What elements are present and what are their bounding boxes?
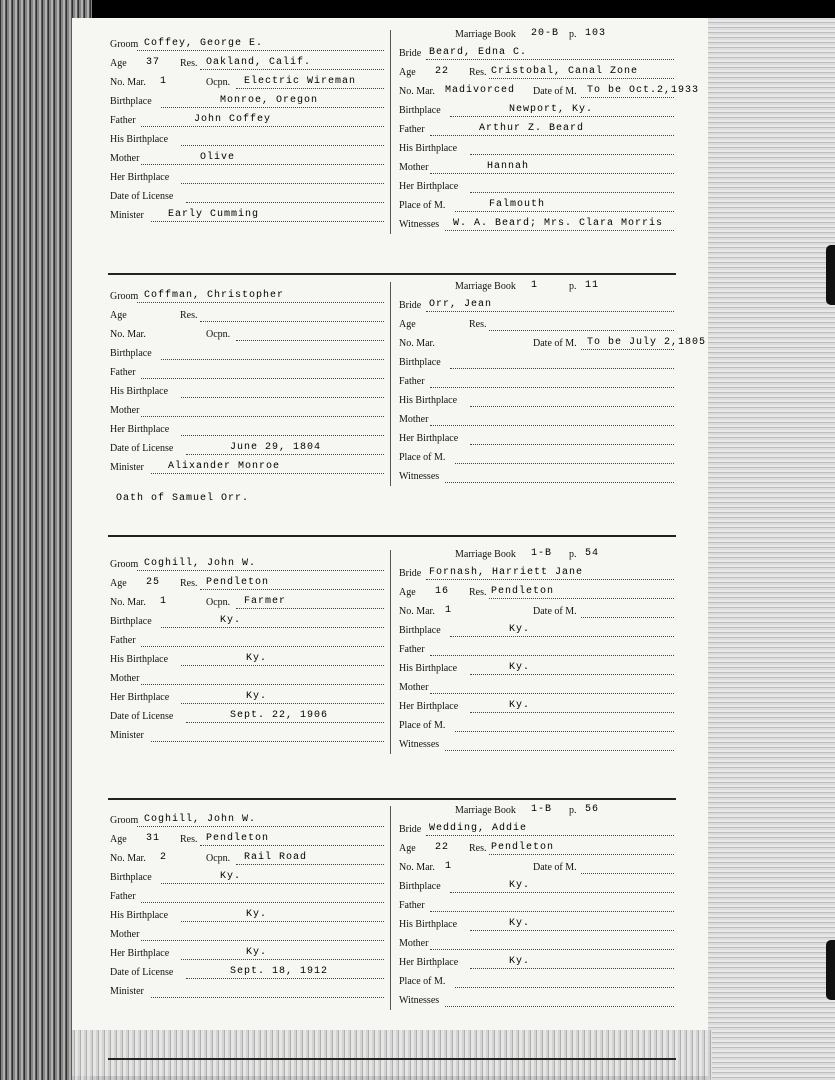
bride-no-mar: 1 — [445, 861, 453, 872]
date-of-marriage: To be July 2,1805 — [587, 337, 707, 348]
age-label: Age — [399, 587, 416, 598]
date-of-license-label: Date of License — [110, 191, 174, 202]
father-label: Father — [399, 124, 425, 135]
marriage-book-label: Marriage Book — [455, 281, 516, 292]
her-birthplace-label: Her Birthplace — [399, 181, 459, 192]
no-mar-label: No. Mar. — [399, 86, 435, 97]
his-birthplace-label: His Birthplace — [110, 386, 169, 397]
mother-label: Mother — [110, 673, 140, 684]
bride-residence: Pendleton — [491, 842, 555, 853]
minister: Alixander Monroe — [168, 461, 281, 472]
ocpn-label: Ocpn. — [206, 77, 231, 88]
dotted-leader — [489, 330, 674, 331]
dotted-leader — [430, 387, 674, 388]
no-mar-label: No. Mar. — [399, 338, 435, 349]
witnesses-label: Witnesses — [399, 219, 440, 230]
dotted-leader — [186, 454, 385, 455]
dotted-leader — [581, 349, 674, 350]
no-mar-label: No. Mar. — [110, 77, 146, 88]
dotted-leader — [470, 674, 674, 675]
mother-label: Mother — [399, 682, 429, 693]
bride-father: Arthur Z. Beard — [479, 123, 585, 134]
groom-name: Coffey, George E. — [144, 38, 264, 49]
dotted-leader — [489, 854, 674, 855]
dotted-leader — [151, 221, 384, 222]
dotted-leader — [430, 655, 674, 656]
dotted-leader — [426, 59, 675, 60]
groom-age: 37 — [146, 57, 161, 68]
dotted-leader — [141, 378, 384, 379]
dotted-leader — [186, 722, 385, 723]
scan-edge-bottom — [72, 1030, 712, 1080]
birthplace-label: Birthplace — [399, 357, 441, 368]
his-birthplace-label: His Birthplace — [399, 919, 458, 930]
his-birthplace-label: His Birthplace — [399, 663, 458, 674]
dotted-leader — [430, 911, 674, 912]
bride-birthplace: Newport, Ky. — [509, 104, 594, 115]
age-label: Age — [110, 834, 127, 845]
dotted-leader — [141, 416, 384, 417]
res-label: Res. — [469, 67, 487, 78]
dotted-leader — [141, 940, 384, 941]
dotted-leader — [200, 845, 384, 846]
bride-birthplace: Ky. — [509, 880, 531, 891]
card-separator — [108, 535, 676, 537]
groom-his-birthplace: Ky. — [246, 653, 268, 664]
dotted-leader — [151, 997, 384, 998]
card-separator — [108, 1058, 676, 1060]
column-divider — [390, 30, 391, 234]
dotted-leader — [181, 703, 384, 704]
column-divider — [390, 550, 391, 754]
dotted-leader — [445, 230, 674, 231]
his-birthplace-label: His Birthplace — [110, 134, 169, 145]
no-mar-label: No. Mar. — [110, 597, 146, 608]
dotted-leader — [430, 135, 674, 136]
groom-birthplace: Ky. — [220, 615, 242, 626]
age-label: Age — [110, 578, 127, 589]
dotted-leader — [181, 921, 384, 922]
minister: Early Cumming — [168, 209, 260, 220]
date-of-m-label: Date of M. — [533, 606, 577, 617]
bride-mother: Hannah — [487, 161, 530, 172]
dotted-leader — [181, 183, 384, 184]
dotted-leader — [581, 617, 674, 618]
dotted-leader — [181, 435, 384, 436]
dotted-leader — [450, 116, 674, 117]
groom-age: 31 — [146, 833, 161, 844]
father-label: Father — [110, 635, 136, 646]
age-label: Age — [110, 310, 127, 321]
age-label: Age — [399, 843, 416, 854]
dotted-leader — [186, 978, 385, 979]
groom-age: 25 — [146, 577, 161, 588]
date-of-license: Sept. 18, 1912 — [230, 966, 329, 977]
page-label: p. — [569, 805, 577, 816]
ocpn-label: Ocpn. — [206, 329, 231, 340]
groom-occupation: Farmer — [244, 596, 287, 607]
bride-name: Fornash, Harriett Jane — [429, 567, 584, 578]
dotted-leader — [426, 311, 675, 312]
dotted-leader — [141, 126, 384, 127]
dotted-leader — [426, 835, 675, 836]
bride-no-mar: 1 — [445, 605, 453, 616]
groom-name: Coghill, John W. — [144, 814, 257, 825]
bride-name: Beard, Edna C. — [429, 47, 528, 58]
dotted-leader — [236, 88, 384, 89]
dotted-leader — [161, 627, 384, 628]
groom-occupation: Rail Road — [244, 852, 308, 863]
dotted-leader — [450, 636, 674, 637]
dotted-leader — [141, 164, 384, 165]
her-birthplace-label: Her Birthplace — [110, 948, 170, 959]
groom-birthplace: Monroe, Oregon — [220, 95, 319, 106]
groom-occupation: Electric Wireman — [244, 76, 357, 87]
scan-edge-right — [708, 18, 835, 1080]
ocpn-label: Ocpn. — [206, 597, 231, 608]
dotted-leader — [470, 712, 674, 713]
groom-father: John Coffey — [194, 114, 272, 125]
groom-residence: Oakland, Calif. — [206, 57, 312, 68]
dotted-leader — [470, 192, 674, 193]
witnesses-label: Witnesses — [399, 471, 440, 482]
father-label: Father — [399, 644, 425, 655]
dotted-leader — [137, 50, 385, 51]
dotted-leader — [430, 425, 674, 426]
dotted-leader — [450, 368, 674, 369]
date-of-license: Sept. 22, 1906 — [230, 710, 329, 721]
res-label: Res. — [469, 587, 487, 598]
res-label: Res. — [180, 310, 198, 321]
mother-label: Mother — [399, 162, 429, 173]
card-separator — [108, 273, 676, 275]
marriage-book-number: 1-B — [531, 548, 553, 559]
dotted-leader — [581, 97, 674, 98]
dotted-leader — [141, 684, 384, 685]
dotted-leader — [470, 968, 674, 969]
bride-name: Orr, Jean — [429, 299, 493, 310]
father-label: Father — [110, 115, 136, 126]
his-birthplace-label: His Birthplace — [110, 654, 169, 665]
dotted-leader — [137, 826, 385, 827]
bride-her-birthplace: Ky. — [509, 956, 531, 967]
witnesses-label: Witnesses — [399, 995, 440, 1006]
groom-no-mar: 1 — [160, 76, 168, 87]
his-birthplace-label: His Birthplace — [399, 143, 458, 154]
father-label: Father — [399, 900, 425, 911]
bride-her-birthplace: Ky. — [509, 700, 531, 711]
her-birthplace-label: Her Birthplace — [110, 172, 170, 183]
her-birthplace-label: Her Birthplace — [110, 424, 170, 435]
place-of-marriage: Falmouth — [489, 199, 546, 210]
no-mar-label: No. Mar. — [110, 853, 146, 864]
date-of-license-label: Date of License — [110, 967, 174, 978]
father-label: Father — [110, 367, 136, 378]
marriage-book-label: Marriage Book — [455, 805, 516, 816]
dotted-leader — [445, 750, 674, 751]
dotted-leader — [137, 302, 385, 303]
father-label: Father — [110, 891, 136, 902]
res-label: Res. — [180, 834, 198, 845]
dotted-leader — [455, 987, 674, 988]
marriage-book-page: 103 — [585, 28, 607, 39]
mother-label: Mother — [399, 938, 429, 949]
groom-his-birthplace: Ky. — [246, 909, 268, 920]
groom-her-birthplace: Ky. — [246, 947, 268, 958]
dotted-leader — [141, 902, 384, 903]
her-birthplace-label: Her Birthplace — [110, 692, 170, 703]
marriage-book-page: 56 — [585, 804, 600, 815]
binder-tab — [826, 940, 835, 1000]
no-mar-label: No. Mar. — [399, 606, 435, 617]
dotted-leader — [426, 579, 675, 580]
father-label: Father — [399, 376, 425, 387]
dotted-leader — [200, 589, 384, 590]
marriage-book-number: 1-B — [531, 804, 553, 815]
marriage-book-number: 20-B — [531, 28, 560, 39]
place-of-m-label: Place of M. — [399, 976, 446, 987]
card-note: Oath of Samuel Orr. — [116, 493, 250, 504]
dotted-leader — [236, 864, 384, 865]
mother-label: Mother — [110, 405, 140, 416]
groom-no-mar: 1 — [160, 596, 168, 607]
date-of-m-label: Date of M. — [533, 862, 577, 873]
date-of-license: June 29, 1804 — [230, 442, 322, 453]
marriage-book-page: 11 — [585, 280, 600, 291]
place-of-m-label: Place of M. — [399, 200, 446, 211]
groom-mother: Olive — [200, 152, 236, 163]
her-birthplace-label: Her Birthplace — [399, 433, 459, 444]
divorced-note: divorced — [459, 85, 516, 96]
dotted-leader — [455, 463, 674, 464]
dotted-leader — [161, 883, 384, 884]
bride-name: Wedding, Addie — [429, 823, 528, 834]
page-label: p. — [569, 281, 577, 292]
dotted-leader — [489, 78, 674, 79]
date-of-license-label: Date of License — [110, 443, 174, 454]
dotted-leader — [181, 665, 384, 666]
mother-label: Mother — [110, 929, 140, 940]
groom-her-birthplace: Ky. — [246, 691, 268, 702]
dotted-leader — [445, 482, 674, 483]
bride-residence: Cristobal, Canal Zone — [491, 66, 639, 77]
dotted-leader — [200, 69, 384, 70]
dotted-leader — [430, 949, 674, 950]
column-divider — [390, 282, 391, 486]
bride-age: 16 — [435, 586, 450, 597]
groom-residence: Pendleton — [206, 577, 270, 588]
res-label: Res. — [469, 319, 487, 330]
mother-label: Mother — [399, 414, 429, 425]
place-of-m-label: Place of M. — [399, 720, 446, 731]
dotted-leader — [236, 608, 384, 609]
age-label: Age — [399, 319, 416, 330]
card-separator — [108, 798, 676, 800]
bride-residence: Pendleton — [491, 586, 555, 597]
page-label: p. — [569, 29, 577, 40]
age-label: Age — [399, 67, 416, 78]
groom-label: Groom — [110, 559, 139, 570]
marriage-book-number: 1 — [531, 280, 539, 291]
dotted-leader — [151, 473, 384, 474]
bride-label: Bride — [399, 48, 422, 59]
no-mar-label: No. Mar. — [399, 862, 435, 873]
dotted-leader — [137, 570, 385, 571]
dotted-leader — [455, 731, 674, 732]
dotted-leader — [151, 741, 384, 742]
minister-label: Minister — [110, 210, 144, 221]
res-label: Res. — [180, 578, 198, 589]
dotted-leader — [470, 406, 674, 407]
dotted-leader — [236, 340, 384, 341]
his-birthplace-label: His Birthplace — [399, 395, 458, 406]
bride-no-mar: Ma — [445, 85, 460, 96]
birthplace-label: Birthplace — [399, 105, 441, 116]
dotted-leader — [181, 145, 384, 146]
dotted-leader — [430, 693, 674, 694]
dotted-leader — [161, 107, 384, 108]
minister-label: Minister — [110, 730, 144, 741]
dotted-leader — [470, 154, 674, 155]
mother-label: Mother — [110, 153, 140, 164]
page-label: p. — [569, 549, 577, 560]
dotted-leader — [470, 444, 674, 445]
age-label: Age — [110, 58, 127, 69]
groom-label: Groom — [110, 815, 139, 826]
bride-age: 22 — [435, 66, 450, 77]
bride-label: Bride — [399, 824, 422, 835]
birthplace-label: Birthplace — [110, 616, 152, 627]
bride-age: 22 — [435, 842, 450, 853]
his-birthplace-label: His Birthplace — [110, 910, 169, 921]
res-label: Res. — [469, 843, 487, 854]
dotted-leader — [186, 202, 385, 203]
date-of-m-label: Date of M. — [533, 338, 577, 349]
res-label: Res. — [180, 58, 198, 69]
dotted-leader — [161, 359, 384, 360]
groom-name: Coghill, John W. — [144, 558, 257, 569]
dotted-leader — [430, 173, 674, 174]
birthplace-label: Birthplace — [110, 348, 152, 359]
witnesses-label: Witnesses — [399, 739, 440, 750]
place-of-m-label: Place of M. — [399, 452, 446, 463]
dotted-leader — [181, 397, 384, 398]
dotted-leader — [450, 892, 674, 893]
birthplace-label: Birthplace — [399, 625, 441, 636]
marriage-book-label: Marriage Book — [455, 29, 516, 40]
groom-residence: Pendleton — [206, 833, 270, 844]
marriage-book-page: 54 — [585, 548, 600, 559]
her-birthplace-label: Her Birthplace — [399, 701, 459, 712]
dotted-leader — [455, 211, 674, 212]
ocpn-label: Ocpn. — [206, 853, 231, 864]
column-divider — [390, 806, 391, 1010]
birthplace-label: Birthplace — [110, 872, 152, 883]
dotted-leader — [181, 959, 384, 960]
bride-label: Bride — [399, 300, 422, 311]
birthplace-label: Birthplace — [110, 96, 152, 107]
birthplace-label: Birthplace — [399, 881, 441, 892]
dotted-leader — [445, 1006, 674, 1007]
bride-his-birthplace: Ky. — [509, 918, 531, 929]
date-of-marriage: To be Oct.2,1933 — [587, 85, 700, 96]
groom-label: Groom — [110, 39, 139, 50]
groom-label: Groom — [110, 291, 139, 302]
groom-birthplace: Ky. — [220, 871, 242, 882]
bride-his-birthplace: Ky. — [509, 662, 531, 673]
dotted-leader — [200, 321, 384, 322]
dotted-leader — [581, 873, 674, 874]
dotted-leader — [489, 598, 674, 599]
minister-label: Minister — [110, 986, 144, 997]
bride-birthplace: Ky. — [509, 624, 531, 635]
dotted-leader — [470, 930, 674, 931]
date-of-license-label: Date of License — [110, 711, 174, 722]
bride-label: Bride — [399, 568, 422, 579]
groom-no-mar: 2 — [160, 852, 168, 863]
witnesses: W. A. Beard; Mrs. Clara Morris — [453, 218, 664, 229]
her-birthplace-label: Her Birthplace — [399, 957, 459, 968]
groom-name: Coffman, Christopher — [144, 290, 285, 301]
minister-label: Minister — [110, 462, 144, 473]
date-of-m-label: Date of M. — [533, 86, 577, 97]
no-mar-label: No. Mar. — [110, 329, 146, 340]
binder-tab — [826, 245, 835, 305]
marriage-book-label: Marriage Book — [455, 549, 516, 560]
dotted-leader — [141, 646, 384, 647]
